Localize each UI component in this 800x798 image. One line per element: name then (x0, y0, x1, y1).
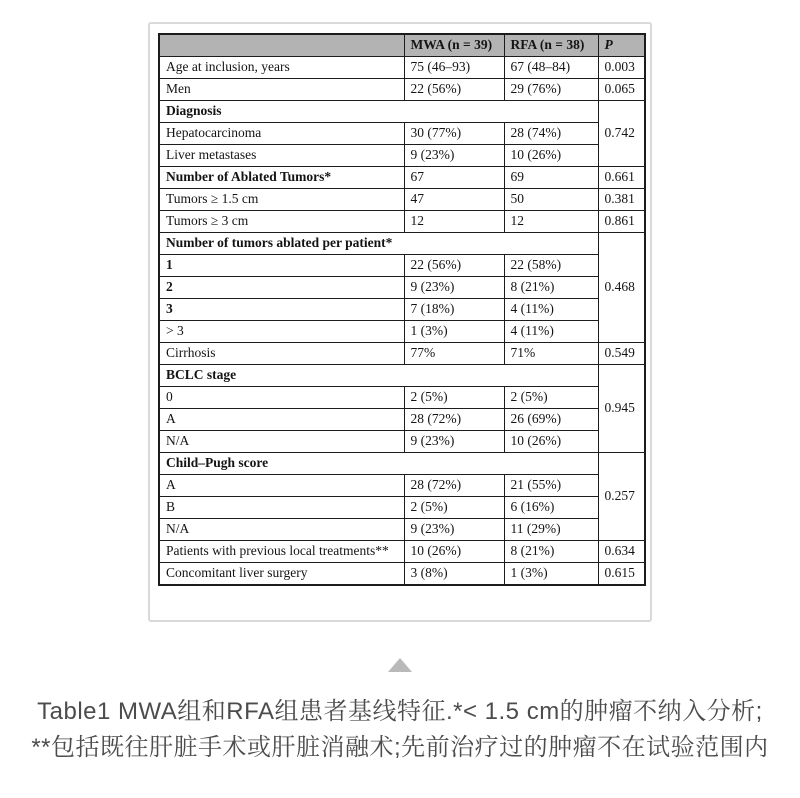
column-header: RFA (n = 38) (504, 34, 598, 57)
caption-pointer-triangle-icon (388, 658, 412, 672)
mwa-value-cell: 28 (72%) (404, 475, 504, 497)
table-row (159, 409, 645, 431)
mwa-value-cell: 75 (46–93) (404, 57, 504, 79)
p-value-cell: 0.003 (598, 57, 645, 79)
table-row (159, 475, 645, 497)
rfa-value-cell: 10 (26%) (504, 431, 598, 453)
rfa-value-cell: 10 (26%) (504, 145, 598, 167)
row-label-cell: BCLC stage (159, 365, 598, 387)
table-row (159, 497, 645, 519)
row-label-cell: Tumors ≥ 3 cm (159, 211, 404, 233)
table-row (159, 277, 645, 299)
table-row (159, 387, 645, 409)
table-row (159, 453, 645, 475)
mwa-value-cell: 10 (26%) (404, 541, 504, 563)
p-value-cell: 0.945 (598, 365, 645, 453)
row-label-cell: Number of Ablated Tumors* (159, 167, 404, 189)
table-figure (148, 22, 652, 622)
column-header: MWA (n = 39) (404, 34, 504, 57)
row-label-cell: Tumors ≥ 1.5 cm (159, 189, 404, 211)
p-value-cell: 0.468 (598, 233, 645, 343)
caption-line-1: Table1 MWA组和RFA组患者基线特征.*< 1.5 cm的肿瘤不纳入分析; (37, 698, 763, 725)
table-row (159, 57, 645, 79)
table-row (159, 123, 645, 145)
mwa-value-cell: 7 (18%) (404, 299, 504, 321)
mwa-value-cell: 1 (3%) (404, 321, 504, 343)
table-row (159, 79, 645, 101)
header-row (159, 34, 645, 57)
row-label-cell: Men (159, 79, 404, 101)
mwa-value-cell: 22 (56%) (404, 79, 504, 101)
table-row (159, 211, 645, 233)
table-row (159, 145, 645, 167)
rfa-value-cell: 69 (504, 167, 598, 189)
table-row (159, 189, 645, 211)
mwa-value-cell: 9 (23%) (404, 277, 504, 299)
table-row (159, 255, 645, 277)
table-row (159, 321, 645, 343)
row-label-cell: Concomitant liver surgery (159, 563, 404, 586)
p-value-cell: 0.615 (598, 563, 645, 586)
table-row (159, 233, 645, 255)
row-label-cell: 1 (159, 255, 404, 277)
figure-caption (0, 694, 800, 766)
table-row (159, 431, 645, 453)
p-value-cell: 0.381 (598, 189, 645, 211)
p-value-cell: 0.634 (598, 541, 645, 563)
mwa-value-cell: 28 (72%) (404, 409, 504, 431)
p-value-cell: 0.661 (598, 167, 645, 189)
row-label-cell: B (159, 497, 404, 519)
row-label-cell: A (159, 475, 404, 497)
mwa-value-cell: 22 (56%) (404, 255, 504, 277)
table-row (159, 101, 645, 123)
row-label-cell: Age at inclusion, years (159, 57, 404, 79)
table-row (159, 167, 645, 189)
column-header (159, 34, 404, 57)
row-label-cell: 0 (159, 387, 404, 409)
table-row (159, 541, 645, 563)
mwa-value-cell: 67 (404, 167, 504, 189)
rfa-value-cell: 26 (69%) (504, 409, 598, 431)
mwa-value-cell: 30 (77%) (404, 123, 504, 145)
table-row (159, 299, 645, 321)
rfa-value-cell: 4 (11%) (504, 321, 598, 343)
p-value-cell: 0.861 (598, 211, 645, 233)
row-label-cell: Patients with previous local treatments** (159, 541, 404, 563)
mwa-value-cell: 3 (8%) (404, 563, 504, 586)
mwa-value-cell: 9 (23%) (404, 145, 504, 167)
row-label-cell: 3 (159, 299, 404, 321)
rfa-value-cell: 8 (21%) (504, 541, 598, 563)
p-value-cell: 0.742 (598, 101, 645, 167)
rfa-value-cell: 29 (76%) (504, 79, 598, 101)
mwa-value-cell: 47 (404, 189, 504, 211)
row-label-cell: Hepatocarcinoma (159, 123, 404, 145)
mwa-value-cell: 9 (23%) (404, 431, 504, 453)
p-value-cell: 0.549 (598, 343, 645, 365)
mwa-value-cell: 2 (5%) (404, 497, 504, 519)
row-label-cell: 2 (159, 277, 404, 299)
table-body (159, 57, 645, 586)
row-label-cell: N/A (159, 431, 404, 453)
row-label-cell: Number of tumors ablated per patient* (159, 233, 598, 255)
table-row (159, 519, 645, 541)
rfa-value-cell: 21 (55%) (504, 475, 598, 497)
rfa-value-cell: 2 (5%) (504, 387, 598, 409)
table-row (159, 365, 645, 387)
rfa-value-cell: 6 (16%) (504, 497, 598, 519)
row-label-cell: Diagnosis (159, 101, 598, 123)
table-header (159, 34, 645, 57)
row-label-cell: N/A (159, 519, 404, 541)
row-label-cell: Child–Pugh score (159, 453, 598, 475)
row-label-cell: Liver metastases (159, 145, 404, 167)
p-value-cell: 0.065 (598, 79, 645, 101)
rfa-value-cell: 1 (3%) (504, 563, 598, 586)
mwa-value-cell: 77% (404, 343, 504, 365)
mwa-value-cell: 12 (404, 211, 504, 233)
p-value-cell: 0.257 (598, 453, 645, 541)
mwa-value-cell: 9 (23%) (404, 519, 504, 541)
table-row (159, 563, 645, 586)
rfa-value-cell: 11 (29%) (504, 519, 598, 541)
rfa-value-cell: 50 (504, 189, 598, 211)
rfa-value-cell: 12 (504, 211, 598, 233)
mwa-value-cell: 2 (5%) (404, 387, 504, 409)
rfa-value-cell: 8 (21%) (504, 277, 598, 299)
baseline-characteristics-table (158, 33, 646, 586)
row-label-cell: > 3 (159, 321, 404, 343)
caption-line-2: **包括既往肝脏手术或肝脏消融术;先前治疗过的肿瘤不在试验范围内 (31, 734, 769, 761)
column-header: P (598, 34, 645, 57)
row-label-cell: Cirrhosis (159, 343, 404, 365)
table-row (159, 343, 645, 365)
rfa-value-cell: 71% (504, 343, 598, 365)
rfa-value-cell: 22 (58%) (504, 255, 598, 277)
rfa-value-cell: 67 (48–84) (504, 57, 598, 79)
row-label-cell: A (159, 409, 404, 431)
rfa-value-cell: 4 (11%) (504, 299, 598, 321)
rfa-value-cell: 28 (74%) (504, 123, 598, 145)
